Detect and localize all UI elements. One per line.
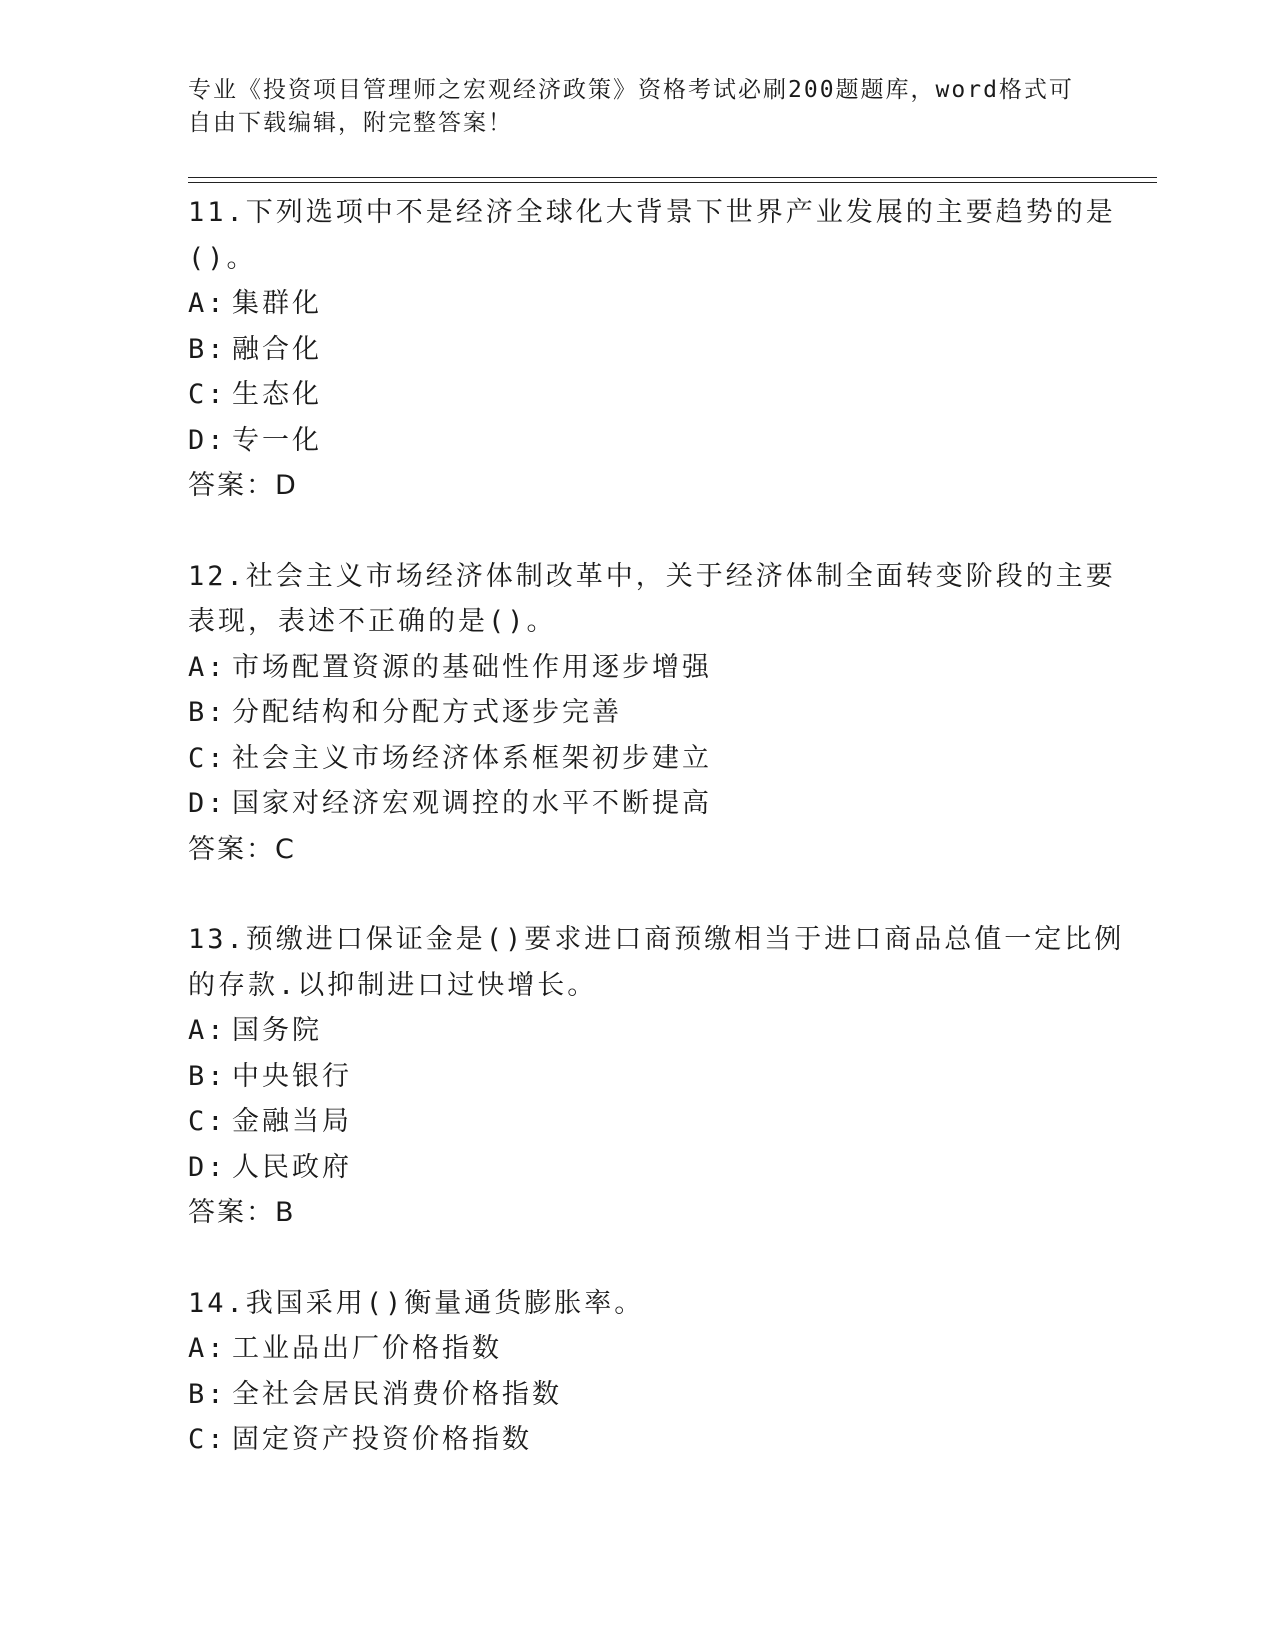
option-text: 国务院	[232, 1015, 322, 1046]
option-a	[188, 281, 1088, 327]
option-letter: D:	[188, 788, 227, 819]
option-text: 社会主义市场经济体系框架初步建立	[232, 742, 712, 774]
option-text: 固定资产投资价格指数	[232, 1424, 532, 1455]
option-a	[188, 1008, 1088, 1054]
question-text-continued: 的存款.以抑制进口过快增长。	[188, 969, 598, 1001]
option-letter: A:	[188, 1015, 227, 1046]
option-text: 工业品出厂价格指数	[232, 1333, 502, 1364]
option-letter: A:	[188, 288, 227, 319]
option-text: 市场配置资源的基础性作用逐步增强	[232, 651, 712, 683]
option-text: 国家对经济宏观调控的水平不断提高	[232, 788, 712, 819]
option-b	[188, 1054, 1088, 1100]
option-letter: B:	[188, 697, 227, 728]
question-text: 14.我国采用()衡量通货膨胀率。	[188, 1287, 645, 1319]
option-letter: D:	[188, 1151, 227, 1183]
option-text: 金融当局	[232, 1106, 352, 1137]
question-14	[188, 1281, 1088, 1463]
option-a	[188, 645, 1088, 691]
question-list	[188, 190, 1125, 1508]
option-letter: B:	[188, 1060, 227, 1092]
header-line-2: 自由下载编辑，附完整答案！	[188, 110, 513, 136]
header-divider-top	[188, 177, 1157, 178]
option-text: 生态化	[232, 379, 322, 410]
option-c	[188, 372, 1088, 418]
option-a	[188, 1326, 1088, 1372]
option-letter: C:	[188, 379, 227, 410]
question-text: 13.预缴进口保证金是()要求进口商预缴相当于进口商品总值一定比例	[188, 924, 1125, 955]
option-c	[188, 1417, 1088, 1463]
option-text: 分配结构和分配方式逐步完善	[232, 697, 622, 728]
option-letter: A:	[188, 1333, 227, 1364]
document-header	[188, 74, 1088, 140]
option-letter: D:	[188, 424, 227, 456]
question-11	[188, 190, 1116, 509]
answer-line: 答案：D	[188, 470, 298, 501]
option-b	[188, 327, 1088, 373]
option-d	[188, 781, 1088, 827]
question-text: 12.社会主义市场经济体制改革中，关于经济体制全面转变阶段的主要	[188, 560, 1116, 592]
option-letter: C:	[188, 1424, 227, 1455]
header-line-1: 专业《投资项目管理师之宏观经济政策》资格考试必刷200题题库，word格式可	[188, 77, 1074, 103]
option-b	[188, 1372, 1088, 1418]
question-12	[188, 554, 1116, 873]
option-c	[188, 1099, 1088, 1145]
option-letter: B:	[188, 333, 227, 365]
question-text-continued: 表现，表述不正确的是()。	[188, 606, 557, 637]
option-letter: A:	[188, 651, 227, 683]
option-d	[188, 1145, 1088, 1191]
question-text-continued: ()。	[188, 242, 257, 274]
option-letter: B:	[188, 1378, 227, 1410]
option-text: 中央银行	[232, 1060, 352, 1092]
option-c	[188, 736, 1088, 782]
option-text: 集群化	[232, 288, 322, 319]
header-divider-bottom	[188, 182, 1157, 183]
option-text: 融合化	[232, 333, 322, 365]
answer-line: 答案：C	[188, 833, 296, 865]
option-letter: C:	[188, 742, 227, 774]
option-letter: C:	[188, 1106, 227, 1137]
option-text: 专一化	[232, 424, 322, 456]
question-13	[188, 917, 1125, 1236]
option-text: 全社会居民消费价格指数	[232, 1378, 562, 1410]
answer-line: 答案：B	[188, 1197, 296, 1228]
option-b	[188, 690, 1088, 736]
option-d	[188, 418, 1088, 464]
question-text: 11.下列选项中不是经济全球化大背景下世界产业发展的主要趋势的是	[188, 197, 1116, 228]
option-text: 人民政府	[232, 1151, 352, 1183]
